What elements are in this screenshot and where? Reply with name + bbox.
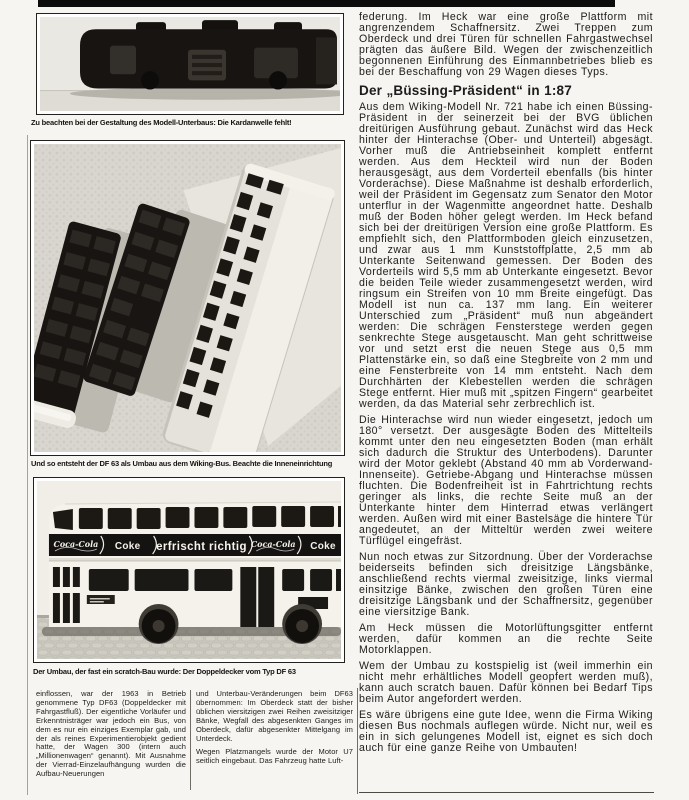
column-rule: [190, 690, 191, 790]
photo-bus-underbody: [36, 13, 344, 115]
ad-slogan: erfrischt richtig: [156, 540, 247, 554]
conversion-parts-image: [34, 144, 341, 452]
paragraph: federung. Im Heck war eine große Plattform mit angrenzendem Schaffnersitz. Zwei Treppen zum Oberdeck und drei Türen für schnellen Fahrgastwechsel prägten das äußere Bild. Wegen der zwischenzeitlich begonnenen Einführung des Einmannbetriebes blieb es bei der Beschaffung von 29 Wagen dieses Typs.: [359, 12, 653, 78]
ad-band: [49, 534, 341, 556]
bottom-column-2: [196, 690, 353, 796]
front-wheel: [139, 604, 179, 644]
paragraph: Am Heck müssen die Motorlüftungsgitter entfernt werden, dafür kommen an die rechte Seite Motorklappen.: [359, 622, 653, 656]
rear-wheel: [282, 604, 322, 644]
caption-underbody: Zu beachten bei der Gestaltung des Modell-Unterbaus: Die Kardanwelle fehlt!: [31, 118, 292, 127]
paragraph: Aus dem Wiking-Modell Nr. 721 habe ich einen Büssing-Präsident in der seinerzeit bei der BVG üblichen dreitürigen Ausführung gebaut. Zunächst wird das Heck hinter der Hinterachse (Ober- und Unterteil) abgesägt. Vorher muß die Antriebseinheit komplett entfernt werden. Aus dem Heckteil wird nun der Boden herausgesägt, aus dem Vorderteil ebenfalls (bis hinter Vorderachse). Diese Maßnahme ist deshalb erforderlich, weil der Präsident im Gegensatz zum Senator den Motor unterflur in der Wagenmitte angeordnet hatte. Deshalb muß der Boden höher gelegt werden. Im Heck befand sich bei der dreitürigen Version eine große Plattform. Es empfiehlt sich, den Plattformboden gleich einzusetzen, und zwar aus 1 mm Kunststoffplatte, 2,5 mm ab Unterkante Seitenwand gemessen. Der Boden des Vorderteils wird 5,5 mm ab Unterkante eingesetzt. Bevor die beiden Teile wieder zusammengesetzt werden, wird ringsum ein Streifen von 10 mm Breite eingefügt. Das Modell ist nun ca. 137 mm lang. Ein weiterer Unterschied zum „Präsident“ muß nun abgeändert werden: Die schrägen Fensterstege werden gegen senkrechte Stege ausgetauscht. Man geht schrittweise vor und setzt erst die neuen Stege aus 0,5 mm Plattenstärke ein, so daß eine Stegbreite von 2 mm und eine Fensterbreite von 14 mm entsteht. Nach dem Durchhärten der Klebestellen werden die schrägen Stege entfernt. Hier muß mit „spitzen Fingern“ gearbeitet werden, da das Material sehr zerbrechlich ist.: [359, 101, 653, 410]
paragraph: Die Hinterachse wird nun wieder eingesetzt, jedoch um 180° versetzt. Der ausgesägte Boden des Mittelteils kommt unter den neu eingesetzten Boden (man erhält sich dadurch die Struktur des Unterbodens). Darunter wird der Motor geklebt (Abstand 40 mm ab Vorderwand-Innenseite). Getriebe-Abgang und Hinterachse müssen fluchten. Die Bodenfreiheit ist in Fahrtrichtung rechts geringer als links, die rechte Seite muß an der Unterkante hinter dem Hinterrad etwas verlängert werden. Außen wird mit einer Bastelsäge die hintere Tür angedeutet, an der Mitteltür werden zwei weitere Türflügel eingefräst.: [359, 414, 653, 547]
section-heading: Der „Büssing-Präsident“ in 1:87: [359, 83, 572, 98]
coca-cola-script-logo: Coca-Cola: [53, 539, 99, 550]
caption-conversion: Und so entsteht der DF 63 als Umbau aus dem Wiking-Bus. Beachte die Inneneinrichtung: [31, 459, 333, 468]
bus-chassis-silhouette: [40, 17, 340, 111]
paragraph: Wem der Umbau zu kostspielig ist (weil immerhin ein nicht mehr erhältliches Modell geopfert werden muß), kann auch scratch bauen. Dafür können bei Bedarf Tips beim Autor angefordert werden.: [359, 660, 653, 705]
caption-doubledecker: Der Umbau, der fast ein scratch-Bau wurde: Der Doppeldecker vom Typ DF 63: [33, 667, 296, 676]
coca-cola-script-logo: Coca-Cola: [250, 539, 296, 550]
paragraph: Wegen Platzmangels wurde der Motor U7 seitlich eingebaut. Das Fahrzeug hatte Luft-: [196, 747, 353, 766]
column-rule: [357, 688, 358, 794]
coke-logo: Coke: [114, 540, 141, 553]
photo-conversion-parts: [30, 140, 345, 456]
paragraph: und Unterbau-Veränderungen beim DF63 übernommen: Im Oberdeck statt der bisher üblichen viersitzigen zwei Reihen zweisitziger Bänke, Wegfall des abgesenkten Ganges im Oberdeck, dafür abgesenkter Mittelgang im Unterdeck.: [196, 690, 353, 743]
photo-doubledecker: [33, 477, 345, 663]
paragraph: Es wäre übrigens eine gute Idee, wenn die Firma Wiking diesen Bus nochmals auflegen würde. Nicht nur, weil es ein in sich gelungenes Modell ist, eignet es sich doch auch für eine ganze Reihe von Umbauten!: [359, 709, 653, 754]
paragraph: einflossen, war der 1963 in Betrieb genommene Typ DF63 (Doppeldecker mit Fahrgastfluß). Der eigentliche Vorläufer und Erkenntnisträger war jedoch ein Bus, von dem es nur ein einziges Exemplar gab, und der als reines Experimentierobjekt gedient hatte, der Wagen 300 (intern auch „Millionenwagen“ genannt). Mit Ausnahme der Vierrad-Einzelaufhängung wurden die Aufbau-Neuerungen: [36, 690, 186, 779]
upper-deck-windows: [53, 506, 341, 530]
coke-logo: Coke: [310, 540, 336, 553]
top-rule-bar: [38, 0, 615, 7]
right-column: [359, 12, 653, 798]
doubledecker-side-view: [37, 481, 341, 659]
bottom-rule: [359, 792, 654, 793]
bottom-column-1: [36, 690, 186, 796]
paragraph: Nun noch etwas zur Sitzordnung. Über der Vorderachse beiderseits befinden sich dreisitzige Längsbänke, anschließend rechts viermal zweisitzige, links viermal einsitzige Bänke, zwischen den großen Türen eine dreisitzige Längsbank und der Schaffnersitz, gegenüber eine viersitzige Bank.: [359, 551, 653, 618]
page-edge-line: [27, 135, 28, 795]
